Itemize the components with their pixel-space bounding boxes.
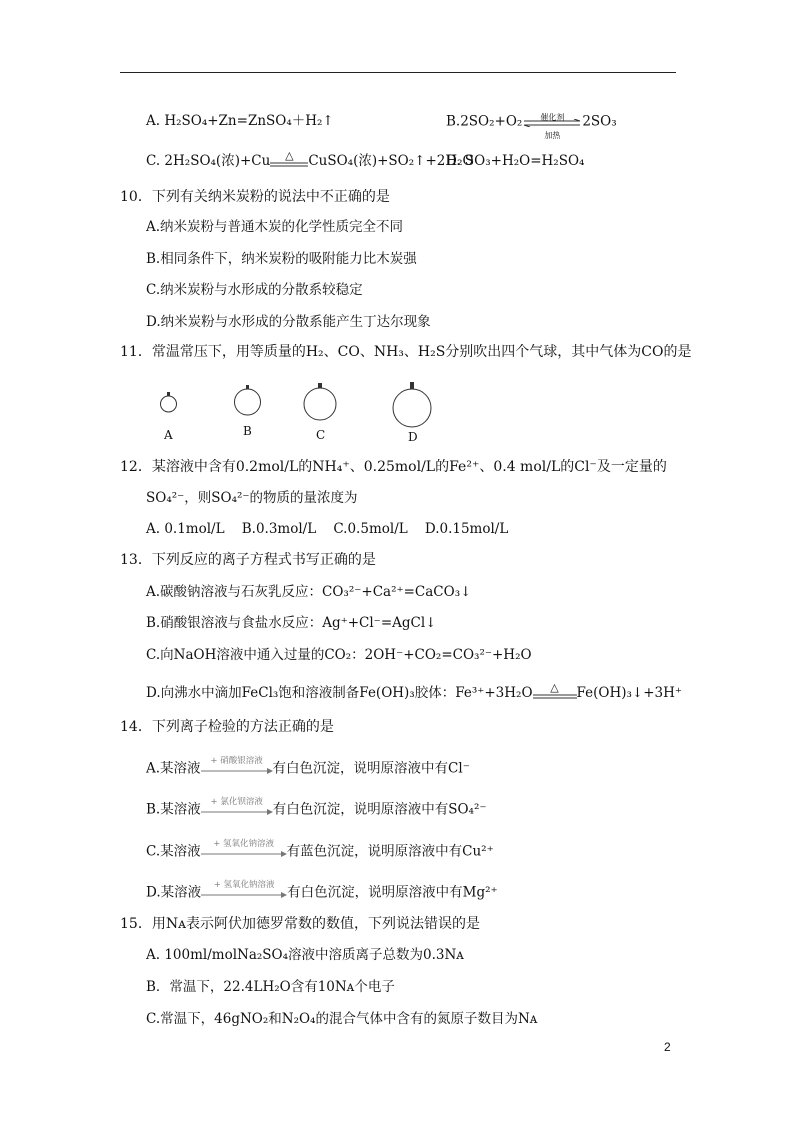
q15-option-b: B．常温下，22.4LH₂O含有10Nᴀ个电子 (146, 979, 395, 995)
q9-option-b (446, 112, 617, 140)
page-number: 2 (664, 1040, 671, 1054)
right-arrow-icon (201, 892, 287, 898)
q14-option-b (146, 799, 486, 821)
q10-option-d: D.纳米炭粉与水形成的分散系能产生丁达尔现象 (146, 314, 431, 330)
q11-stem: 11．常温常压下，用等质量的H₂、CO、NH₃、H₂S分别吹出四个气球，其中气体为CO的是 (120, 344, 692, 360)
q14-option-b-prefix: B.某溶液 (146, 801, 201, 818)
reagent-arrow (201, 882, 287, 904)
q14-option-d (146, 882, 498, 904)
balloon-b-icon (235, 389, 261, 415)
right-arrow-icon (201, 851, 287, 857)
q13-option-c: C.向NaOH溶液中通入过量的CO₂：2OH⁻+CO₂=CO₃²⁻+H₂O (146, 647, 532, 663)
q14-option-c-result: 有蓝色沉淀，说明原溶液中有Cu²⁺ (286, 843, 494, 860)
q10-stem: 10．下列有关纳米炭粉的说法中不正确的是 (120, 189, 390, 205)
q14-option-d-result: 有白色沉淀，说明原溶液中有Mg²⁺ (287, 884, 498, 901)
reagent-label: + 氯化钡溶液 (210, 797, 263, 807)
reagent-arrow (201, 758, 273, 780)
q9-option-d: D. SO₃+H₂O=H₂SO₄ (446, 153, 585, 169)
balloon-label-a: A (164, 428, 173, 442)
q12-options: A. 0.1mol/L B.0.3mol/L C.0.5mol/L D.0.15mol/L (146, 521, 509, 537)
reversible-arrow (522, 112, 582, 140)
q13-option-b: B.硝酸银溶液与食盐水反应：Ag⁺+Cl⁻=AgCl↓ (146, 615, 437, 631)
q12-stem-line2: SO₄²⁻，则SO₄²⁻的物质的量浓度为 (146, 490, 358, 506)
heat-triangle-icon: △ (550, 680, 559, 694)
balloon-b-knot-icon (246, 385, 249, 389)
balloon-c-icon (304, 388, 336, 420)
q9-option-c-right: CuSO₄(浓)+SO₂↑+2H₂O (308, 153, 474, 169)
q13-stem: 13．下列反应的离子方程式书写正确的是 (120, 552, 376, 568)
q14-option-a-result: 有白色沉淀，说明原溶液中有Cl⁻ (272, 760, 470, 777)
q13-option-d-left: D.向沸水中滴加FeCl₃饱和溶液制备Fe(OH)₃胶体：Fe³⁺+3H₂O (146, 685, 533, 701)
balloon-c-knot-icon (318, 383, 322, 388)
double-line-icon (533, 694, 577, 700)
q9-option-b-left: B.2SO₂+O₂ (446, 113, 523, 130)
reagent-label: + 硝酸银溶液 (210, 756, 263, 766)
header-rule (120, 72, 676, 73)
q14-option-c (146, 841, 494, 863)
reagent-arrow (201, 841, 287, 863)
balloon-a-icon (161, 396, 177, 412)
q9-option-b-right: 2SO₃ (582, 113, 617, 130)
equilibrium-arrow-icon (522, 119, 582, 127)
q14-option-c-prefix: C.某溶液 (146, 843, 201, 860)
q12-stem-line1: 12．某溶液中含有0.2mol/L的NH₄⁺、0.25mol/L的Fe²⁺、0.4 mol/L的Cl⁻及一定量的 (120, 459, 667, 475)
q14-option-d-prefix: D.某溶液 (146, 884, 202, 901)
balloon-label-c: C (316, 428, 326, 442)
reagent-label: + 氢氧化钠溶液 (213, 839, 275, 849)
reagent-label: + 氢氧化钠溶液 (213, 880, 275, 890)
q13-option-d (146, 680, 683, 703)
q9-option-c (146, 148, 474, 171)
q9-option-a: A. H₂SO₄+Zn=ZnSO₄＋H₂↑ (146, 113, 334, 129)
heat-arrow (270, 148, 308, 171)
balloon-label-b: B (243, 424, 252, 438)
balloons-svg (150, 382, 450, 444)
balloon-d-knot-icon (410, 382, 414, 389)
balloon-label-d: D (408, 430, 418, 444)
q10-option-b: B.相同条件下，纳米炭粉的吸附能力比木炭强 (146, 251, 417, 267)
q10-option-c: C.纳米炭粉与水形成的分散系较稳定 (146, 282, 363, 298)
q14-stem: 14．下列离子检验的方法正确的是 (120, 719, 334, 735)
q10-option-a: A.纳米炭粉与普通木炭的化学性质完全不同 (146, 219, 404, 235)
heat-triangle-icon: △ (285, 148, 294, 162)
reagent-arrow (201, 799, 273, 821)
q14-option-a-prefix: A.某溶液 (146, 760, 201, 777)
double-line-icon (270, 162, 308, 168)
heating-label: 加热 (544, 131, 561, 140)
q15-stem: 15．用Nᴀ表示阿伏加德罗常数的数值，下列说法错误的是 (120, 916, 480, 932)
q15-option-a: A. 100ml/molNa₂SO₄溶液中溶质离子总数为0.3Nᴀ (146, 947, 464, 963)
q15-option-c: C.常温下，46gNO₂和N₂O₄的混合气体中含有的氮原子数目为Nᴀ (146, 1011, 538, 1027)
catalyst-label: 催化剂 (540, 113, 565, 122)
q13-option-a: A.碳酸钠溶液与石灰乳反应：CO₃²⁻+Ca²⁺=CaCO₃↓ (146, 584, 472, 600)
right-arrow-icon (201, 809, 273, 815)
balloon-a-knot-icon (167, 392, 170, 396)
q13-option-d-right: Fe(OH)₃↓+3H⁺ (576, 685, 683, 701)
right-arrow-icon (201, 768, 273, 774)
balloon-d-icon (393, 389, 431, 427)
q14-option-b-result: 有白色沉淀，说明原溶液中有SO₄²⁻ (272, 801, 487, 818)
q9-option-c-left: C. 2H₂SO₄(浓)+Cu (146, 153, 271, 169)
balloon-figure (150, 382, 450, 444)
heat-arrow (533, 680, 577, 703)
q14-option-a (146, 758, 470, 780)
